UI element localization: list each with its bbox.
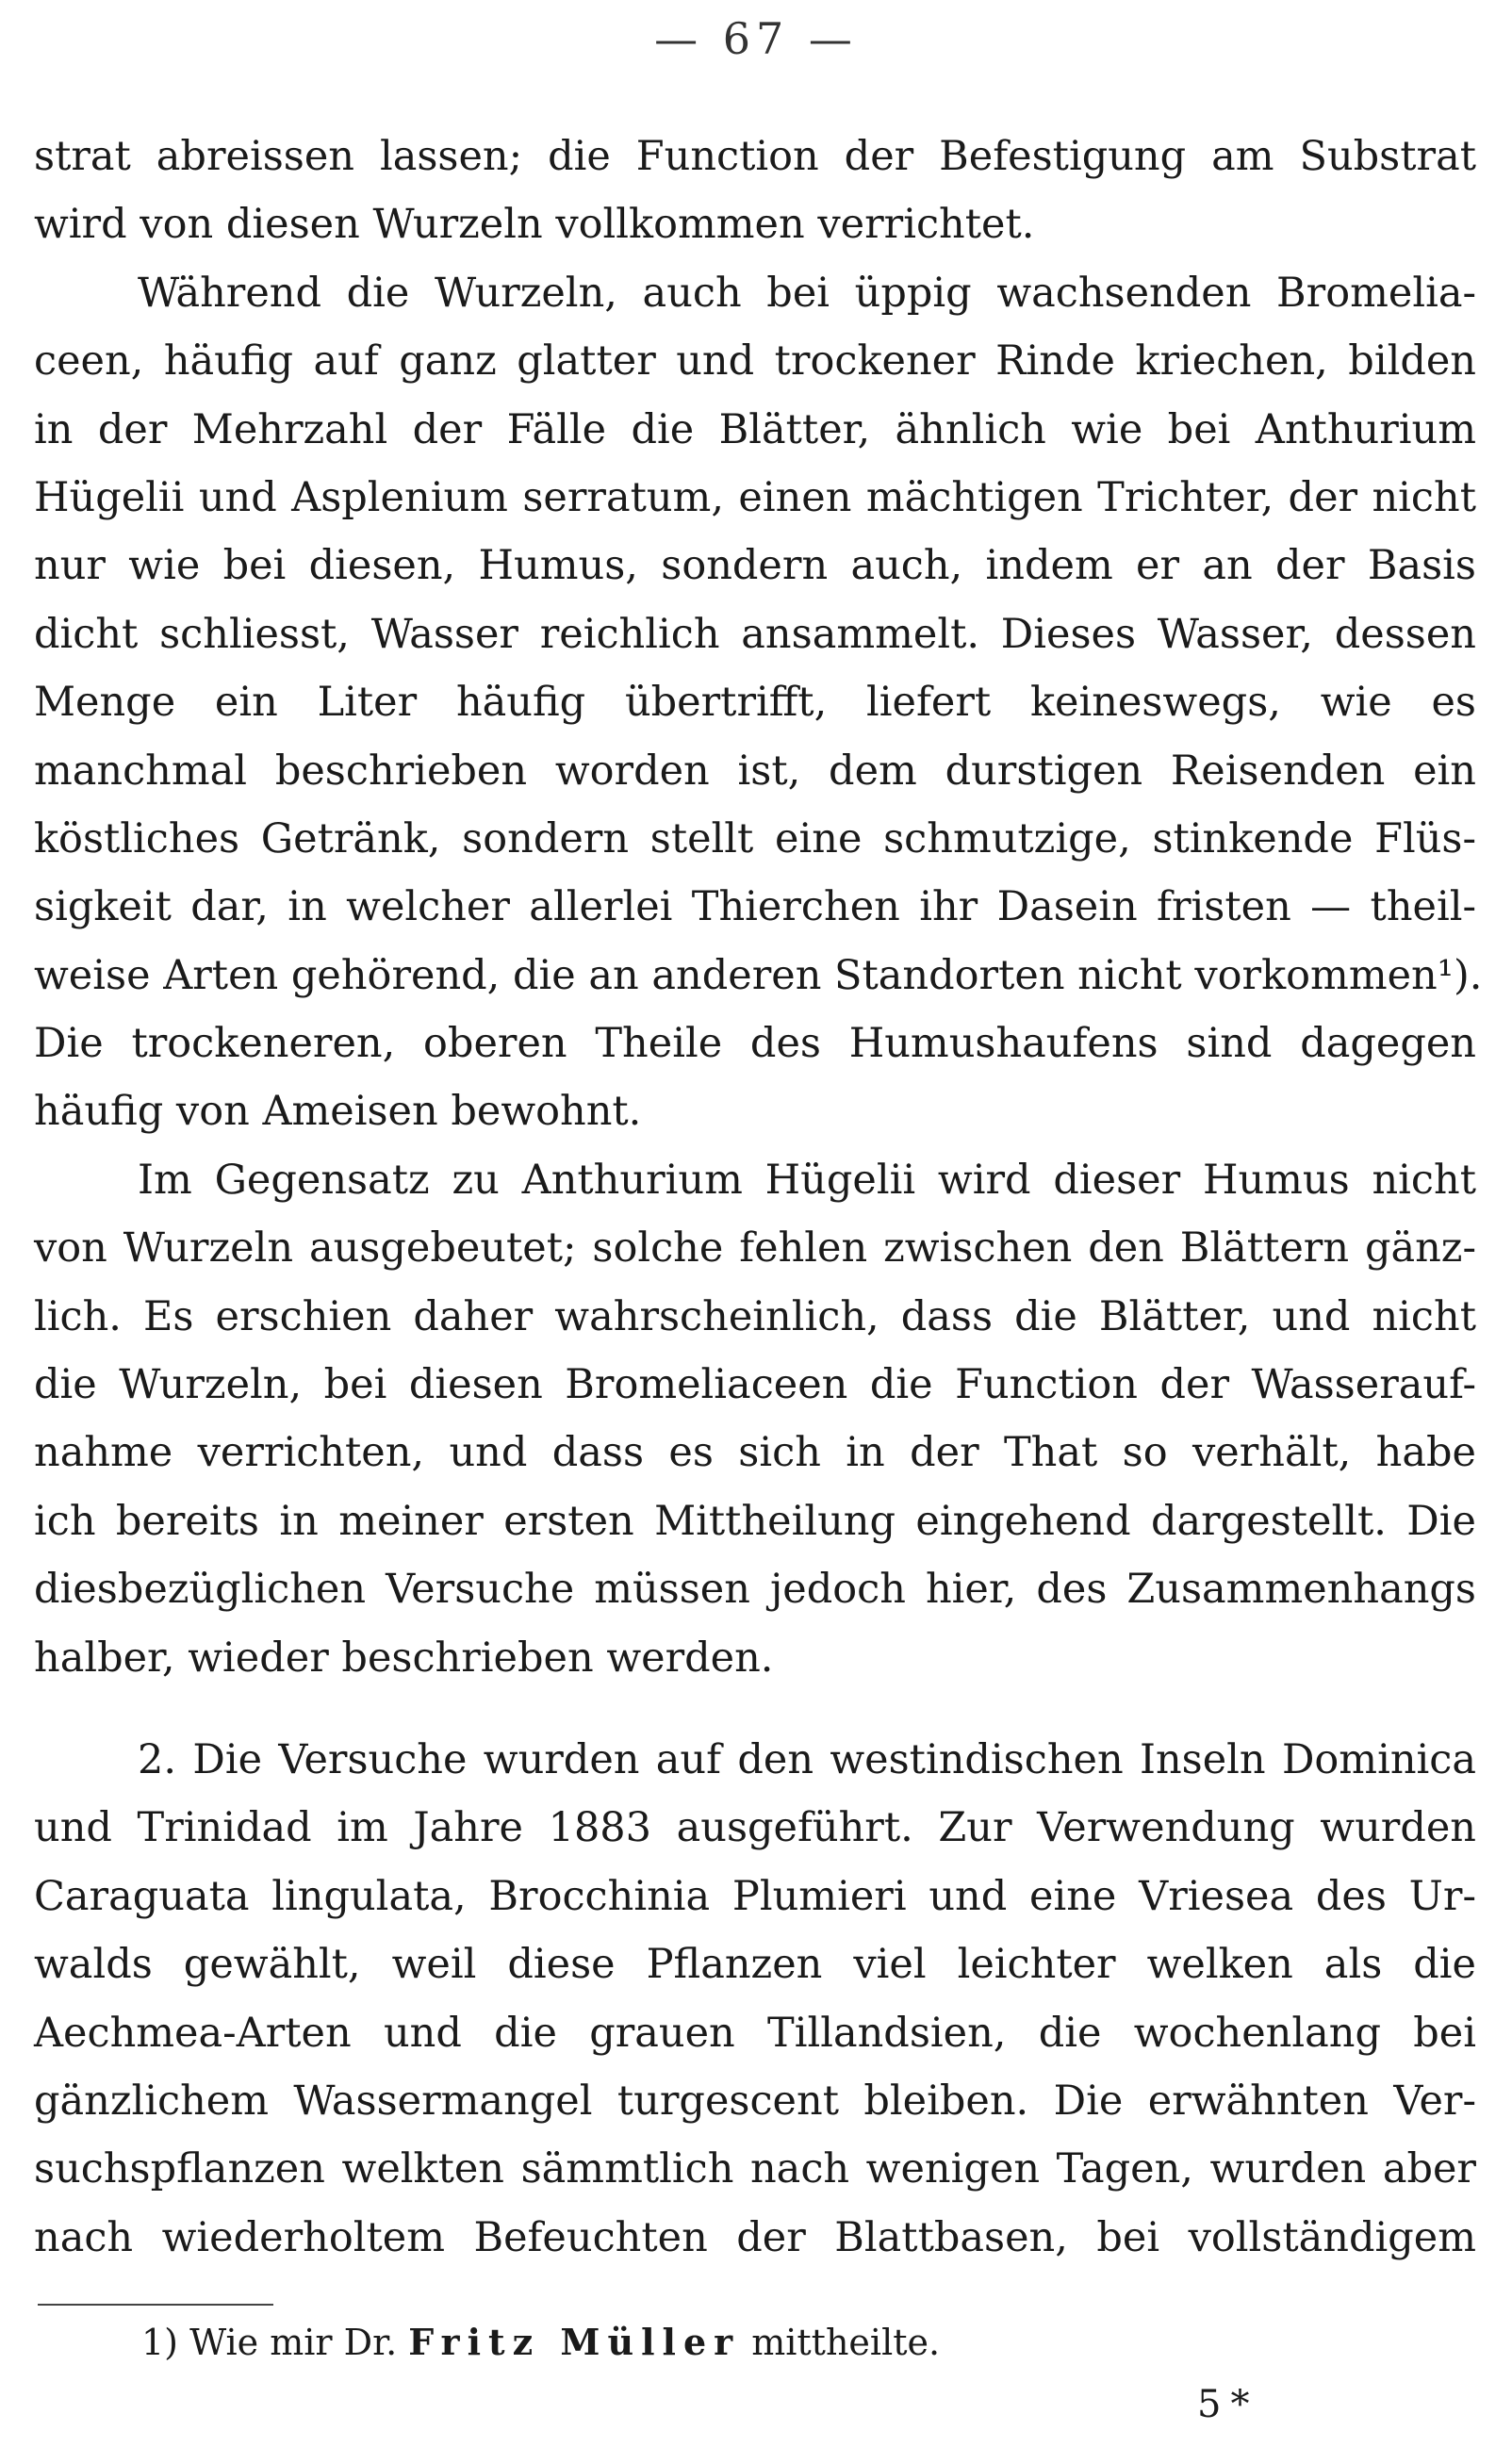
text-line: 2. Die Versuche wurden auf den westindischen Inseln Dominica <box>138 1735 1476 1783</box>
text-line: häufig von Ameisen bewohnt. <box>34 1088 642 1136</box>
text-line: Während die Wurzeln, auch bei üppig wachsenden Bromelia- <box>138 269 1476 317</box>
text-line: Caraguata lingulata, Brocchinia Plumieri und eine Vriesea des Ur- <box>34 1872 1476 1920</box>
text-line: ich bereits in meiner ersten Mittheilung eingehend dargestellt. Die <box>34 1497 1476 1545</box>
text-line: nach wiederholtem Befeuchten der Blattbasen, bei vollständigem <box>34 2213 1476 2261</box>
text-line: lich. Es erschien daher wahrscheinlich, dass die Blätter, und nicht <box>34 1292 1476 1340</box>
paragraph-4 <box>34 1726 1476 2272</box>
text-line: in der Mehrzahl der Fälle die Blätter, ähnlich wie bei Anthurium <box>34 405 1476 453</box>
paragraph-1 <box>34 123 1476 259</box>
paragraph-spacer <box>34 1692 1476 1726</box>
paragraph-3 <box>34 1146 1476 1692</box>
text-line: gänzlichem Wassermangel turgescent bleiben. Die erwähnten Ver- <box>34 2077 1476 2125</box>
text-line: diesbezüglichen Versuche müssen jedoch hier, des Zusammenhangs <box>34 1566 1476 1614</box>
text-line: walds gewählt, weil diese Pflanzen viel leichter welken als die <box>34 1941 1476 1989</box>
text-line: Aechmea-Arten und die grauen Tillandsien, die wochenlang bei <box>34 2009 1476 2057</box>
text-line: halber, wieder beschrieben werden. <box>34 1634 774 1682</box>
text-line: ceen, häufig auf ganz glatter und trockener Rinde kriechen, bilden <box>34 337 1476 386</box>
text-line: Die trockeneren, oberen Theile des Humushaufens sind dagegen <box>34 1020 1476 1068</box>
footnote-prefix: 1) Wie mir Dr. <box>141 2322 409 2363</box>
page-number: — 67 — <box>654 13 858 64</box>
paragraph-2 <box>34 259 1483 1146</box>
text-line: sigkeit dar, in welcher allerlei Thierchen ihr Dasein fristen — theil- <box>34 883 1476 931</box>
text-line: Im Gegensatz zu Anthurium Hügelii wird dieser Humus nicht <box>138 1156 1476 1204</box>
text-line: suchspflanzen welkten sämmtlich nach wenigen Tagen, wurden aber <box>34 2145 1476 2193</box>
footnote <box>141 2321 940 2363</box>
text-line: von Wurzeln ausgebeutet; solche fehlen zwischen den Blättern gänz- <box>34 1224 1476 1273</box>
text-line: strat abreissen lassen; die Function der Befestigung am Substrat <box>34 133 1476 180</box>
footnote-divider <box>38 2304 273 2306</box>
text-line: weise Arten gehörend, die an anderen Standorten nicht vorkommen¹). <box>34 951 1483 999</box>
text-line: Hügelii und Asplenium serratum, einen mächtigen Trichter, der nicht <box>34 473 1476 521</box>
body-text <box>34 123 1483 2272</box>
text-line: und Trinidad im Jahre 1883 ausgeführt. Zur Verwendung wurden <box>34 1804 1476 1852</box>
footnote-suffix: mittheilte. <box>740 2322 941 2363</box>
signature-mark: 5* <box>1197 2383 1259 2426</box>
footnote-author: Fritz Müller <box>408 2321 741 2363</box>
text-line: nur wie bei diesen, Humus, sondern auch, indem er an der Basis <box>34 542 1476 590</box>
text-line: wird von diesen Wurzeln vollkommen verrichtet. <box>34 201 1035 249</box>
text-line: manchmal beschrieben worden ist, dem durstigen Reisenden ein <box>34 747 1476 795</box>
text-line: Menge ein Liter häufig übertrifft, liefert keineswegs, wie es <box>34 679 1476 727</box>
text-line: dicht schliesst, Wasser reichlich ansammelt. Dieses Wasser, dessen <box>34 610 1476 658</box>
text-line: nahme verrichten, und dass es sich in der That so verhält, habe <box>34 1429 1476 1477</box>
text-line: köstliches Getränk, sondern stellt eine schmutzige, stinkende Flüs- <box>34 814 1476 862</box>
text-line: die Wurzeln, bei diesen Bromeliaceen die Function der Wasserauf- <box>34 1361 1476 1409</box>
